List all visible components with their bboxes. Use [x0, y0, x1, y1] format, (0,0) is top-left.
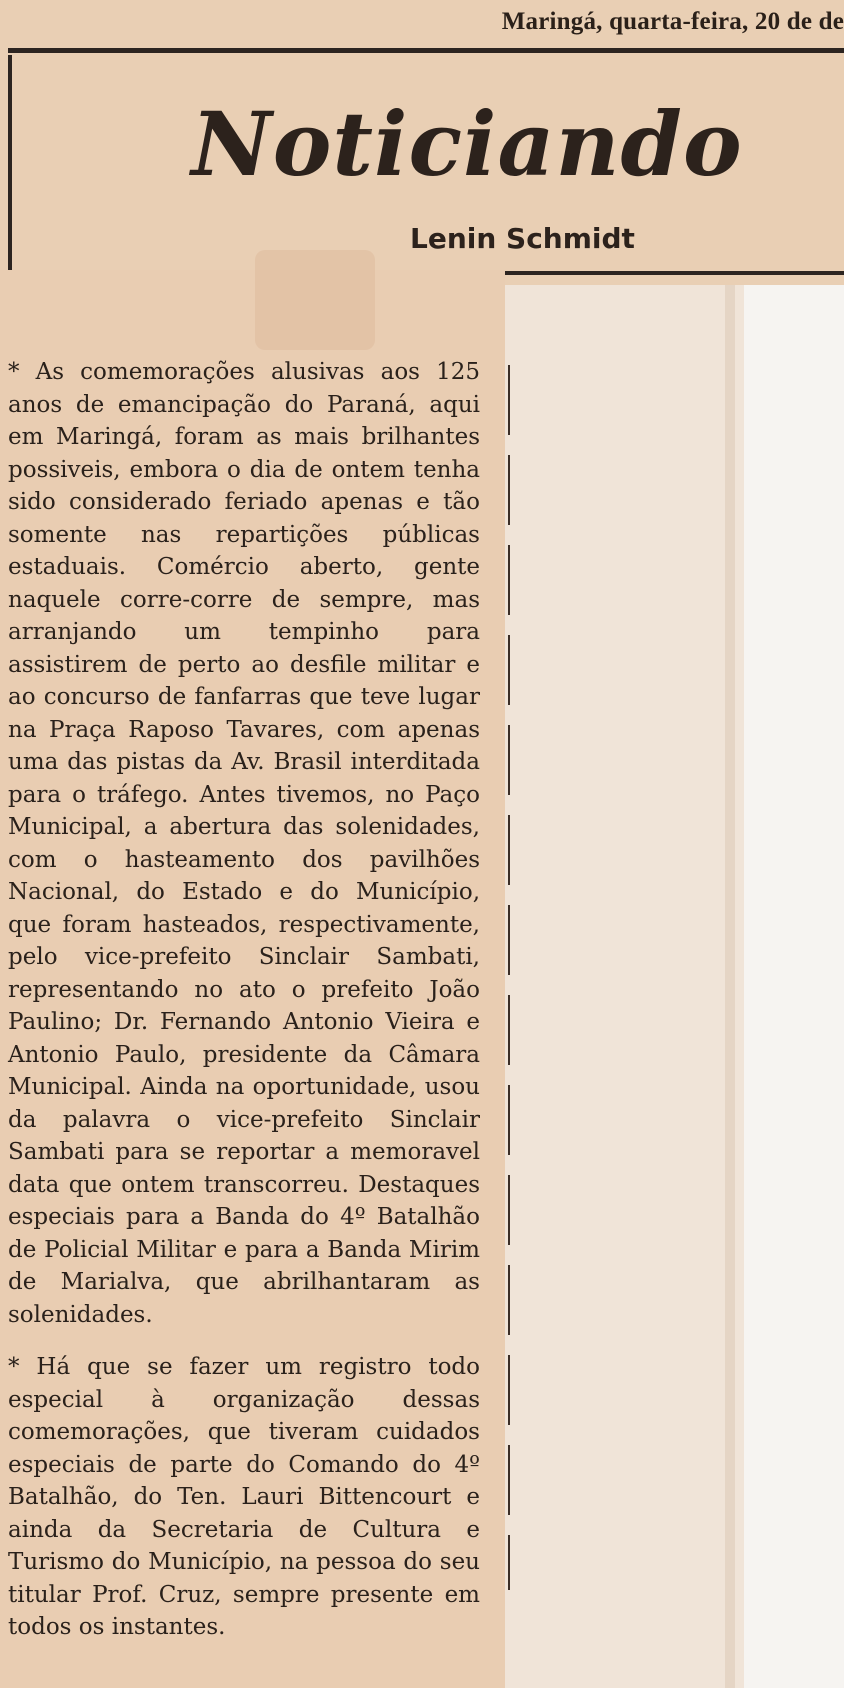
column-title: Noticiando — [191, 92, 743, 196]
article-paragraph: * Há que se fazer um registro todo especial à organização dessas comemorações, que tiveram cuidados especiais de parte do Comando do 4º Batalhão, do Ten. Lauri Bittencourt e ainda da Secretaria de Cultura e Turismo do Município, na pessoa do seu titular Prof. Cruz, sempre presente em todos os instantes. — [8, 1354, 480, 1640]
header-top-rule — [8, 48, 844, 53]
article-body — [8, 356, 480, 1664]
byline: Lenin Schmidt — [410, 222, 635, 255]
column-rule — [508, 365, 510, 1590]
article-paragraph: * As comemorações alusivas aos 125 anos de emancipação do Paraná, aqui em Maringá, foram as mais brilhantes possiveis, embora o dia de ontem tenha sido considerado feriado apenas e tão somente nas repartições públicas estaduais. Comércio aberto, gente naquele corre-corre de sempre, mas arranjando um tempinho para assistirem de perto ao desfile militar e ao concurso de fanfarras que teve lugar na Praça Raposo Tavares, com apenas uma das pistas da Av. Brasil interditada para o tráfego. Antes tivemos, no Paço Municipal, a abertura das solenidades, com o hasteamento dos pavilhões Nacional, do Estado e do Município, que foram hasteados, respectivamente, pelo vice-prefeito Sinclair Sambati, representando no ato o prefeito João Paulino; Dr. Fernando Antonio Vieira e Antonio Paulo, presidente da Câmara Municipal. Ainda na oportunidade, usou da palavra o vice-prefeito Sinclair Sambati para se reportar a memoravel data que ontem transcorreu. Destaques especiais para a Banda do 4º Batalhão de Policial Militar e para a Banda Mirim de Marialva, que abrilhantaram as solenidades. — [8, 359, 480, 1328]
paper-stain — [255, 250, 375, 350]
dateline: Maringá, quarta-feira, 20 de de — [501, 8, 844, 35]
